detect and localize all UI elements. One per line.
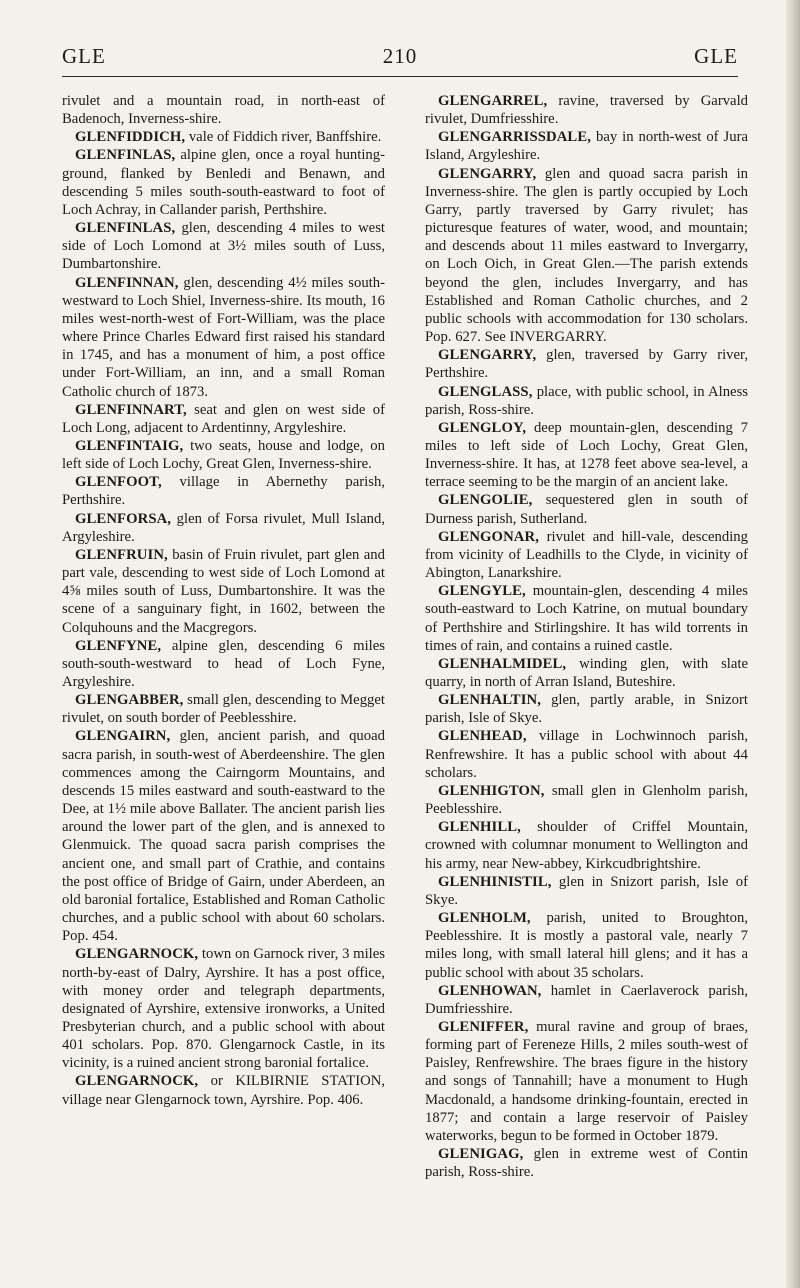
entry-text: glen in Snizort parish, Isle of Skye.	[425, 873, 748, 908]
gazetteer-entry	[425, 655, 748, 691]
gazetteer-entry	[62, 637, 385, 691]
gazetteer-entry	[425, 92, 748, 128]
entry-headword: GLENGLASS,	[438, 383, 533, 400]
entry-headword: GLENGYLE,	[438, 583, 526, 600]
entry-text: hamlet in Caerlaverock parish, Dumfriesshire.	[425, 982, 748, 1017]
entry-headword: GLENFINTAIG,	[75, 437, 184, 454]
entry-headword: GLENFINLAS,	[75, 147, 176, 164]
entry-text: rivulet and hill-vale, descending from vicinity of Leadhills to the Clyde, in vicinity of Abington, Lanarkshire.	[425, 528, 748, 582]
entry-text: ravine, traversed by Garvald rivulet, Dumfriesshire.	[425, 93, 748, 128]
entry-text: mural ravine and group of braes, forming part of Fereneze Hills, 2 miles south-west of Paisley, Renfrewshire. The braes figure in the history and songs of Tannahill; have a monument to Hugh Macdonald, a handsome drinking-fountain, erected in 1877; and contain a large reservoir of Paisley waterworks, begun to be formed in October 1879.	[425, 1018, 748, 1144]
gazetteer-entry	[425, 165, 748, 347]
entry-headword: GLENFINNART,	[75, 401, 187, 418]
gazetteer-entry	[425, 818, 748, 872]
entry-text: winding glen, with slate quarry, in north of Arran Island, Buteshire.	[425, 655, 748, 690]
gazetteer-entry	[62, 1072, 385, 1108]
header-rule	[62, 76, 738, 77]
gazetteer-entry	[62, 146, 385, 219]
entry-headword: GLENFINNAN,	[75, 274, 179, 291]
entry-text: town on Garnock river, 3 miles north-by-east of Dalry, Ayrshire. It has a post office, with money order and telegraph departments, designated of Ayrshire, extensive ironworks, a United Presbyterian church, and a public school with about 401 scholars. Pop. 870. Glengarnock Castle, in its vicinity, is a ruined ancient strong baronial fortalice.	[62, 946, 385, 1072]
entry-text: mountain-glen, descending 4 miles south-eastward to Loch Katrine, on mutual boundary of Perthshire and Stirlingshire. It has wild torrents in times of rain, and contains a ruined castle.	[425, 583, 748, 654]
gazetteer-entry	[425, 873, 748, 909]
entry-headword: GLENGARNOCK,	[75, 946, 199, 963]
entry-headword: GLENGARRY,	[438, 165, 537, 182]
entry-headword: GLENHEAD,	[438, 728, 527, 745]
gazetteer-entry	[425, 1145, 748, 1181]
gazetteer-entry	[425, 128, 748, 164]
entry-headword: GLENGABBER,	[75, 692, 184, 709]
entry-headword: GLENHILL,	[438, 819, 521, 836]
entry-text: glen and quoad sacra parish in Inverness-shire. The glen is partly occupied by Loch Garry, partly traversed by Garry rivulet; has picturesque features of water, wood, and mountain; and descends about 11 miles eastward to Invergarry, on Loch Oich, in Great Glen.—The parish extends beyond the glen, includes Invergarry, and has Established and Roman Catholic churches, and 2 public schools with accommodation for 130 scholars. Pop. 627. See INVERGARRY.	[425, 165, 748, 346]
gazetteer-entry	[62, 691, 385, 727]
entry-text: glen, traversed by Garry river, Perthshire.	[425, 347, 748, 382]
gazetteer-entry	[425, 528, 748, 582]
gazetteer-entry	[62, 274, 385, 401]
entry-text: small glen in Glenholm parish, Peeblesshire.	[425, 782, 748, 818]
entry-headword: GLENFIDDICH,	[75, 129, 186, 146]
running-header	[62, 44, 738, 68]
entry-text: vale of Fiddich river, Banffshire.	[185, 129, 382, 146]
entry-headword: GLENFINLAS,	[75, 220, 176, 237]
entry-text: two seats, house and lodge, on left side of Loch Lochy, Great Glen, Inverness-shire.	[62, 437, 385, 473]
gazetteer-entry	[425, 1018, 748, 1145]
entry-headword: GLENFOOT,	[75, 474, 162, 491]
gazetteer-entry	[62, 219, 385, 273]
entry-text: glen of Forsa rivulet, Mull Island, Argyleshire.	[62, 510, 385, 545]
header-right-keyword: GLE	[694, 44, 738, 68]
entry-text: glen, partly arable, in Snizort parish, Isle of Skye.	[425, 692, 748, 727]
gazetteer-entry	[425, 782, 748, 818]
entry-text: glen, descending 4 miles to west side of Loch Lomond at 3½ miles south of Luss, Dumbartonshire.	[62, 220, 385, 273]
entry-headword: GLENFYNE,	[75, 637, 162, 654]
gazetteer-entry	[62, 727, 385, 945]
entry-headword: GLENGOLIE,	[438, 492, 533, 509]
entry-text: bay in north-west of Jura Island, Argyleshire.	[425, 129, 748, 164]
entry-headword: GLENHINISTIL,	[438, 873, 552, 890]
gazetteer-entry	[425, 909, 748, 982]
gazetteer-entry	[425, 727, 748, 781]
gazetteer-entry	[425, 582, 748, 655]
gazetteer-entry	[62, 945, 385, 1072]
gazetteer-entry	[425, 982, 748, 1018]
entry-text: sequestered glen in south of Durness parish, Sutherland.	[425, 492, 748, 527]
gazetteer-entry	[425, 346, 748, 382]
entry-headword: GLENGARREL,	[438, 93, 548, 109]
entry-text: glen, descending 4½ miles south-westward to Loch Shiel, Inverness-shire. Its mouth, 16 miles west-north-west of Fort-William, was the place where Prince Charles Edward first raised his standard in 1745, and has a monument of him, a post office under Fort-William, an inn, and a small Roman Catholic church of 1873.	[62, 274, 385, 400]
gazetteer-entry	[62, 401, 385, 437]
entry-text: glen, ancient parish, and quoad sacra parish, in south-west of Aberdeenshire. The glen commences among the Cairngorm Mountains, and descends 15 miles eastward and south-eastward to the Dee, at 1½ mile above Ballater. The ancient parish lies around the lower part of the glen, and is annexed to Glenmuick. The quoad sacra parish comprises the ancient one, and small part of Crathie, and contains the post office of Bridge of Gairn, under Aberdeen, an old baronial fortalice, Established and Roman Catholic churches, and a public school with about 60 scholars. Pop. 454.	[62, 728, 385, 945]
gazetteer-entry	[62, 437, 385, 473]
entry-headword: GLENGARRISSDALE,	[438, 129, 592, 146]
entry-text: village in Lochwinnoch parish, Renfrewshire. It has a public school with about 44 scholars.	[425, 728, 748, 781]
entry-text: place, with public school, in Alness parish, Ross-shire.	[425, 383, 748, 418]
gazetteer-entry	[62, 510, 385, 546]
entry-text: glen in extreme west of Contin parish, Ross-shire.	[425, 1146, 748, 1181]
entry-text: alpine glen, descending 6 miles south-south-westward to head of Loch Fyne, Argyleshire.	[62, 637, 385, 690]
entry-headword: GLENHIGTON,	[438, 782, 545, 799]
gazetteer-entry	[425, 383, 748, 419]
entry-headword: GLENFORSA,	[75, 510, 172, 527]
gazetteer-entry	[62, 473, 385, 509]
entry-headword: GLENFRUIN,	[75, 546, 168, 563]
entry-headword: GLENHOLM,	[438, 910, 531, 927]
entry-headword: GLENHALMIDEL,	[438, 655, 567, 672]
gazetteer-entry	[62, 546, 385, 637]
entry-text: or KILBIRNIE STATION, village near Glengarnock town, Ayrshire. Pop. 406.	[62, 1073, 385, 1108]
entry-text: small glen, descending to Megget rivulet, on south border of Peeblesshire.	[62, 692, 385, 727]
entry-text: village in Abernethy parish, Perthshire.	[62, 474, 385, 509]
gazetteer-entry	[425, 419, 748, 492]
entry-text: shoulder of Criffel Mountain, crowned with columnar monument to Wellington and his army, near New-abbey, Kirkcudbrightshire.	[425, 819, 748, 872]
entry-text: rivulet and a mountain road, in north-east of Badenoch, Inverness-shire.	[62, 93, 385, 128]
left-column	[62, 92, 385, 1109]
gazetteer-entry	[425, 491, 748, 527]
page-edge	[786, 0, 800, 1288]
gazetteer-entry	[62, 92, 385, 128]
page-number: 210	[382, 44, 418, 68]
entry-text: seat and glen on west side of Loch Long, adjacent to Ardentinny, Argyleshire.	[62, 401, 385, 436]
entry-headword: GLENHALTIN,	[438, 692, 541, 709]
entry-text: parish, united to Broughton, Peeblesshire. It is mostly a pastoral vale, nearly 7 miles long, with small lateral hill glens; and it has a public school with about 35 scholars.	[425, 910, 748, 981]
header-left-keyword: GLE	[62, 44, 106, 68]
right-column	[425, 92, 748, 1181]
gazetteer-entry	[425, 691, 748, 727]
entry-headword: GLENGARRY,	[438, 347, 537, 364]
entry-headword: GLENGLOY,	[438, 419, 527, 436]
entry-headword: GLENGONAR,	[438, 528, 539, 545]
entry-text: deep mountain-glen, descending 7 miles to left side of Loch Lochy, Great Glen, Inverness-shire. It has, at 1278 feet above sea-level, a terrace seeming to be the margin of an ancient lake.	[425, 419, 748, 491]
entry-headword: GLENGAIRN,	[75, 728, 171, 745]
entry-text: alpine glen, once a royal hunting-ground, flanked by Benledi and Benawn, and descending 5 miles south-south-eastward to foot of Loch Achray, in Callander parish, Perthshire.	[62, 147, 385, 218]
entry-headword: GLENHOWAN,	[438, 982, 542, 999]
entry-headword: GLENIFFER,	[438, 1018, 529, 1035]
entry-text: basin of Fruin rivulet, part glen and part vale, descending to west side of Loch Lomond at 4⅝ miles south of Luss, Dumbartonshire. It was the scene of a sanguinary fight, in 1602, between the Colquhouns and the Macgregors.	[62, 546, 385, 636]
entry-headword: GLENGARNOCK,	[75, 1073, 199, 1090]
gazetteer-entry	[62, 128, 385, 146]
entry-headword: GLENIGAG,	[438, 1146, 524, 1163]
